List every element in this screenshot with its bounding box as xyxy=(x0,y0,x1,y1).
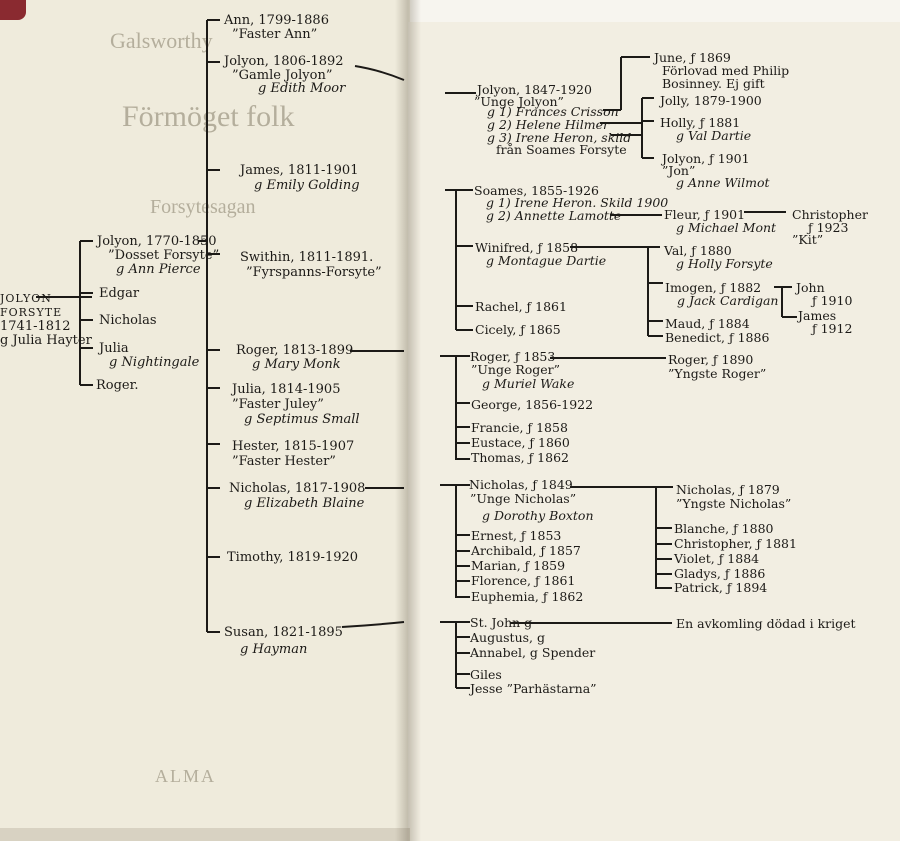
gen2-roger: Roger. xyxy=(96,378,139,393)
patrick: Patrick, ƒ 1894 xyxy=(674,580,768,595)
unge-roger-nick: ”Unge Roger” xyxy=(471,362,561,377)
gen3-julia-spouse: g Septimus Small xyxy=(244,412,360,427)
unge-jolyon-nick: ”Unge Jolyon” xyxy=(474,94,564,109)
root-surname: FORSYTE xyxy=(0,306,63,319)
gen2-jolyon-spouse: g Ann Pierce xyxy=(116,262,201,277)
francie: Francie, ƒ 1858 xyxy=(471,420,568,435)
ghost-publisher: ALMA xyxy=(155,766,216,786)
unge-jolyon: Jolyon, 1847-1920 xyxy=(477,82,592,97)
jon-nick: ”Jon” xyxy=(662,163,696,178)
james-jr-year: ƒ 1912 xyxy=(812,321,853,336)
gen3-ann: Ann, 1799-1886 xyxy=(224,13,329,28)
soames-spouse-1: g 1) Irene Heron. Skild 1900 xyxy=(486,195,669,210)
annabel: Annabel, g Spender xyxy=(470,645,596,660)
st-john: St. John g xyxy=(470,615,533,630)
ernest: Ernest, ƒ 1853 xyxy=(471,528,562,543)
soames-spouse-2: g 2) Annette Lamotte xyxy=(486,208,622,223)
jolly: Jolly, 1879-1900 xyxy=(660,93,762,108)
gen3-swithin: Swithin, 1811-1891. xyxy=(240,250,374,265)
unge-roger: Roger, ƒ 1853 xyxy=(470,349,556,364)
gen3-hester: Hester, 1815-1907 xyxy=(232,439,355,454)
gen2-julia-spouse: g Nightingale xyxy=(109,355,200,370)
jon: Jolyon, ƒ 1901 xyxy=(662,151,750,166)
benedict: Benedict, ƒ 1886 xyxy=(665,330,770,345)
soames: Soames, 1855-1926 xyxy=(474,183,599,198)
holly-spouse: g Val Dartie xyxy=(676,128,752,143)
fleur-spouse: g Michael Mont xyxy=(676,220,777,235)
gen3-swithin-nick: ”Fyrspanns-Forsyte” xyxy=(246,265,382,280)
gen3-roger: Roger, 1813-1899 xyxy=(236,343,354,358)
gen2-julia: Julia xyxy=(99,341,129,356)
gen3-ann-nick: ”Faster Ann” xyxy=(232,27,318,42)
gen3-roger-spouse: g Mary Monk xyxy=(252,357,341,372)
winifred-spouse: g Montague Dartie xyxy=(486,253,607,268)
giles: Giles xyxy=(470,667,502,682)
unge-roger-spouse: g Muriel Wake xyxy=(482,376,575,391)
gen3-timothy: Timothy, 1819-1920 xyxy=(227,550,359,565)
cicely: Cicely, ƒ 1865 xyxy=(475,322,561,337)
rachel: Rachel, ƒ 1861 xyxy=(475,299,567,314)
ghost-author: Galsworthy xyxy=(110,28,213,53)
archibald: Archibald, ƒ 1857 xyxy=(471,543,581,558)
yngste-roger: Roger, ƒ 1890 xyxy=(668,352,754,367)
gen2-jolyon: Jolyon, 1770-1850 xyxy=(97,234,217,249)
ghost-title: Förmöget folk xyxy=(122,100,295,133)
imogen: Imogen, ƒ 1882 xyxy=(665,280,762,295)
june-note-2: Bosinney. Ej gift xyxy=(662,76,765,91)
gen3-susan-spouse: g Hayman xyxy=(240,642,308,657)
gen3-jolyon: Jolyon, 1806-1892 xyxy=(224,54,344,69)
june: June, ƒ 1869 xyxy=(654,50,731,65)
george: George, 1856-1922 xyxy=(471,397,594,412)
christopher-kit-nick: ”Kit” xyxy=(792,232,824,247)
john-year: ƒ 1910 xyxy=(812,293,853,308)
unge-jolyon-spouse-3: g 3) Irene Heron, skild xyxy=(487,130,632,145)
gen3-jolyon-nick: ”Gamle Jolyon” xyxy=(232,68,333,83)
gen2-jolyon-nick: ”Dosset Forsyte” xyxy=(108,248,220,263)
augustus: Augustus, g xyxy=(470,630,545,645)
gen2-edgar: Edgar xyxy=(99,286,140,301)
war-casualty-note: En avkomling dödad i kriget xyxy=(676,616,856,631)
thomas: Thomas, ƒ 1862 xyxy=(471,450,569,465)
unge-jolyon-spouse-3-note: från Soames Forsyte xyxy=(496,142,627,157)
winifred: Winifred, ƒ 1858 xyxy=(475,240,579,255)
violet: Violet, ƒ 1884 xyxy=(674,551,760,566)
holly: Holly, ƒ 1881 xyxy=(660,115,741,130)
unge-nicholas-nick: ”Unge Nicholas” xyxy=(470,491,577,506)
jesse: Jesse ”Parhästarna” xyxy=(470,681,597,696)
james-jr: James xyxy=(798,308,837,323)
gen3-nicholas-spouse: g Elizabeth Blaine xyxy=(244,496,365,511)
christopher-kit: Christopher xyxy=(792,207,868,222)
gen3-hester-nick: ”Faster Hester” xyxy=(232,454,336,469)
gladys: Gladys, ƒ 1886 xyxy=(674,566,766,581)
christopher: Christopher, ƒ 1881 xyxy=(674,536,797,551)
val: Val, ƒ 1880 xyxy=(664,243,732,258)
yngste-roger-nick: ”Yngste Roger” xyxy=(668,366,767,381)
eustace: Eustace, ƒ 1860 xyxy=(471,435,570,450)
gen3-julia-nick: ”Faster Juley” xyxy=(232,397,324,412)
yngste-nicholas-nick: ”Yngste Nicholas” xyxy=(676,496,792,511)
marian: Marian, ƒ 1859 xyxy=(471,558,566,573)
unge-jolyon-spouse-2: g 2) Helene Hilmer xyxy=(487,117,610,132)
jon-spouse: g Anne Wilmot xyxy=(676,175,770,190)
yngste-nicholas: Nicholas, ƒ 1879 xyxy=(676,482,780,497)
gen3-julia: Julia, 1814-1905 xyxy=(232,382,341,397)
root-dates: 1741-1812 xyxy=(0,319,71,334)
fleur: Fleur, ƒ 1901 xyxy=(664,207,746,222)
root-spouse: g Julia Hayter xyxy=(0,333,92,348)
gen3-susan: Susan, 1821-1895 xyxy=(224,625,343,640)
june-note-1: Förlovad med Philip xyxy=(662,63,790,78)
root-name: JOLYON xyxy=(0,292,52,305)
gen2-nicholas: Nicholas xyxy=(99,313,157,328)
florence: Florence, ƒ 1861 xyxy=(471,573,576,588)
christopher-kit-year: ƒ 1923 xyxy=(808,220,849,235)
unge-nicholas-spouse: g Dorothy Boxton xyxy=(482,508,594,523)
ghost-subtitle: Forsytesagan xyxy=(150,196,256,218)
blanche: Blanche, ƒ 1880 xyxy=(674,521,774,536)
john: John xyxy=(796,280,825,295)
gen3-nicholas: Nicholas, 1817-1908 xyxy=(229,481,366,496)
imogen-spouse: g Jack Cardigan xyxy=(677,293,779,308)
gen3-james: James, 1811-1901 xyxy=(240,163,359,178)
maud: Maud, ƒ 1884 xyxy=(665,316,750,331)
val-spouse: g Holly Forsyte xyxy=(676,256,773,271)
gen3-jolyon-spouse: g Edith Moor xyxy=(258,81,346,96)
euphemia: Euphemia, ƒ 1862 xyxy=(471,589,584,604)
gen3-james-spouse: g Emily Golding xyxy=(254,178,360,193)
unge-jolyon-spouse-1: g 1) Frances Crisson xyxy=(487,104,619,119)
unge-nicholas: Nicholas, ƒ 1849 xyxy=(469,477,573,492)
